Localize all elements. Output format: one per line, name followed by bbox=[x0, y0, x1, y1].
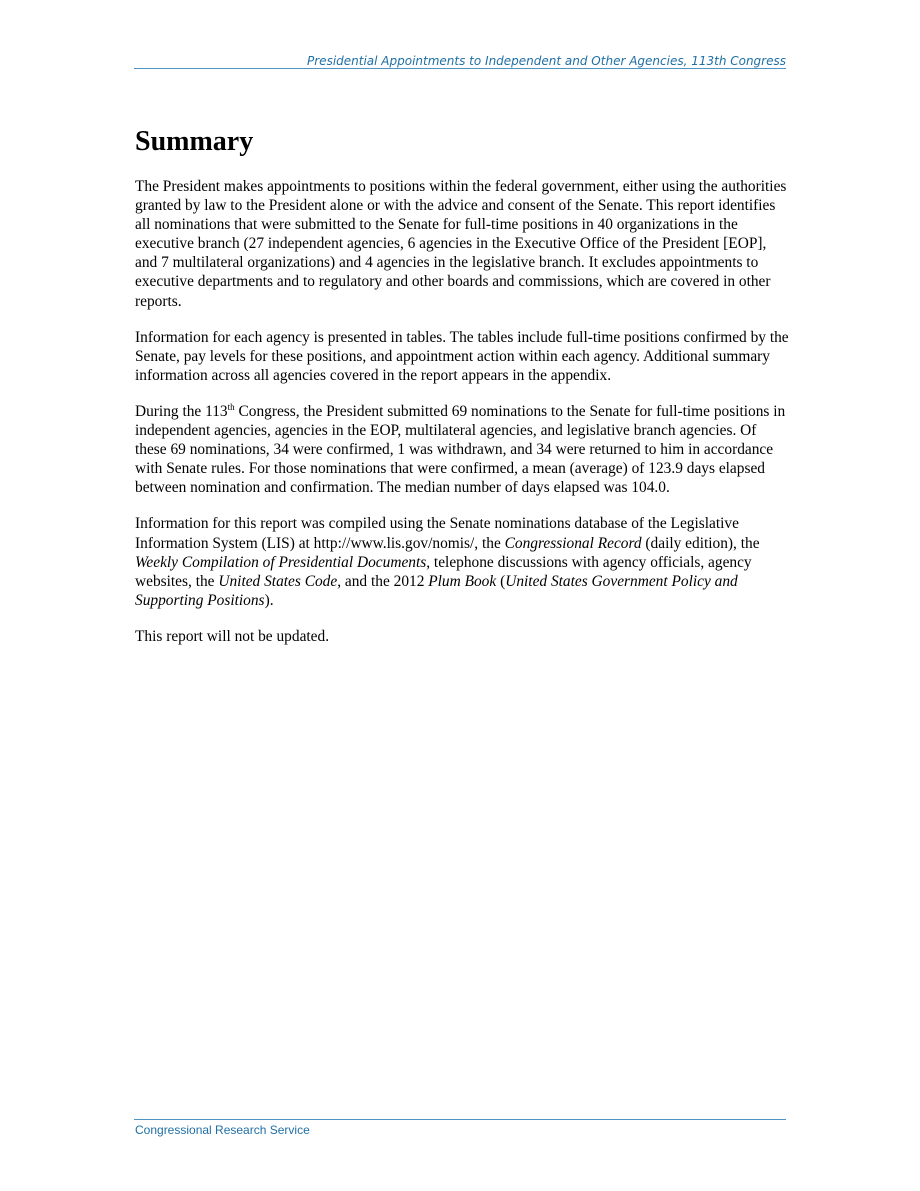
source-congressional-record: Congressional Record bbox=[504, 534, 642, 552]
paragraph-update-note: This report will not be updated. bbox=[135, 627, 330, 645]
statistics-text: Congress, the President submitted 69 nominations to the Senate for full-time positions in independent agencies, agencies in the EOP, multilateral agencies, and legislative branch agencies. Of these 69 nominations, 34 were confirmed, 1 was withdrawn, and 34 were returned to him in accordance with Senate rules. For those nominations that were confirmed, a mean (average) of 123.9 days elapsed between nomination and confirmation. The median number of days elapsed was 104.0. bbox=[135, 402, 786, 497]
footer-label: Congressional Research Service bbox=[135, 1123, 310, 1137]
paragraph-sources bbox=[135, 514, 790, 609]
sources-text-5: ( bbox=[496, 572, 506, 590]
running-header: Presidential Appointments to Independent and Other Agencies, 113th Congress bbox=[307, 54, 786, 68]
paragraph-statistics bbox=[135, 402, 790, 497]
source-weekly-compilation: Weekly Compilation of Presidential Documents bbox=[135, 553, 427, 571]
sources-text-2: (daily edition), the bbox=[641, 534, 760, 552]
ordinal-superscript: th bbox=[227, 401, 235, 412]
source-us-code: United States Code bbox=[218, 572, 338, 590]
sources-text-4: , and the 2012 bbox=[337, 572, 429, 590]
footer-divider bbox=[134, 1119, 786, 1120]
page-title: Summary bbox=[135, 126, 254, 157]
header-divider bbox=[134, 68, 786, 69]
summary-body bbox=[135, 177, 790, 663]
paragraph-scope: The President makes appointments to positions within the federal government, either using the authorities granted by law to the President alone or with the advice and consent of the Senate. This report identifies all nominations that were submitted to the Senate for full-time positions in 40 organizations in the executive branch (27 independent agencies, 6 agencies in the Executive Office of the President [EOP], and 7 multilateral organizations) and 4 agencies in the legislative branch. It excludes appointments to executive departments and to regulatory and other boards and commissions, which are covered in other reports. bbox=[135, 178, 787, 310]
statistics-lead: During the 113 bbox=[135, 402, 228, 420]
source-plum-book: Plum Book bbox=[428, 572, 497, 590]
sources-text-1: Information for this report was compiled using the Senate nominations database of the Legislative Information System (LIS) at http://www.lis.gov/nomis/, the bbox=[135, 515, 739, 552]
source-plum-book-full-title: United States Government Policy and Supporting Positions bbox=[135, 572, 738, 609]
sources-text-6: ). bbox=[264, 591, 274, 609]
sources-text-3: , telephone discussions with agency officials, agency websites, the bbox=[135, 553, 752, 590]
paragraph-tables: Information for each agency is presented in tables. The tables include full-time positions confirmed by the Senate, pay levels for these positions, and appointment action within each agency. Additional summary information across all agencies covered in the report appears in the appendix. bbox=[135, 328, 789, 384]
